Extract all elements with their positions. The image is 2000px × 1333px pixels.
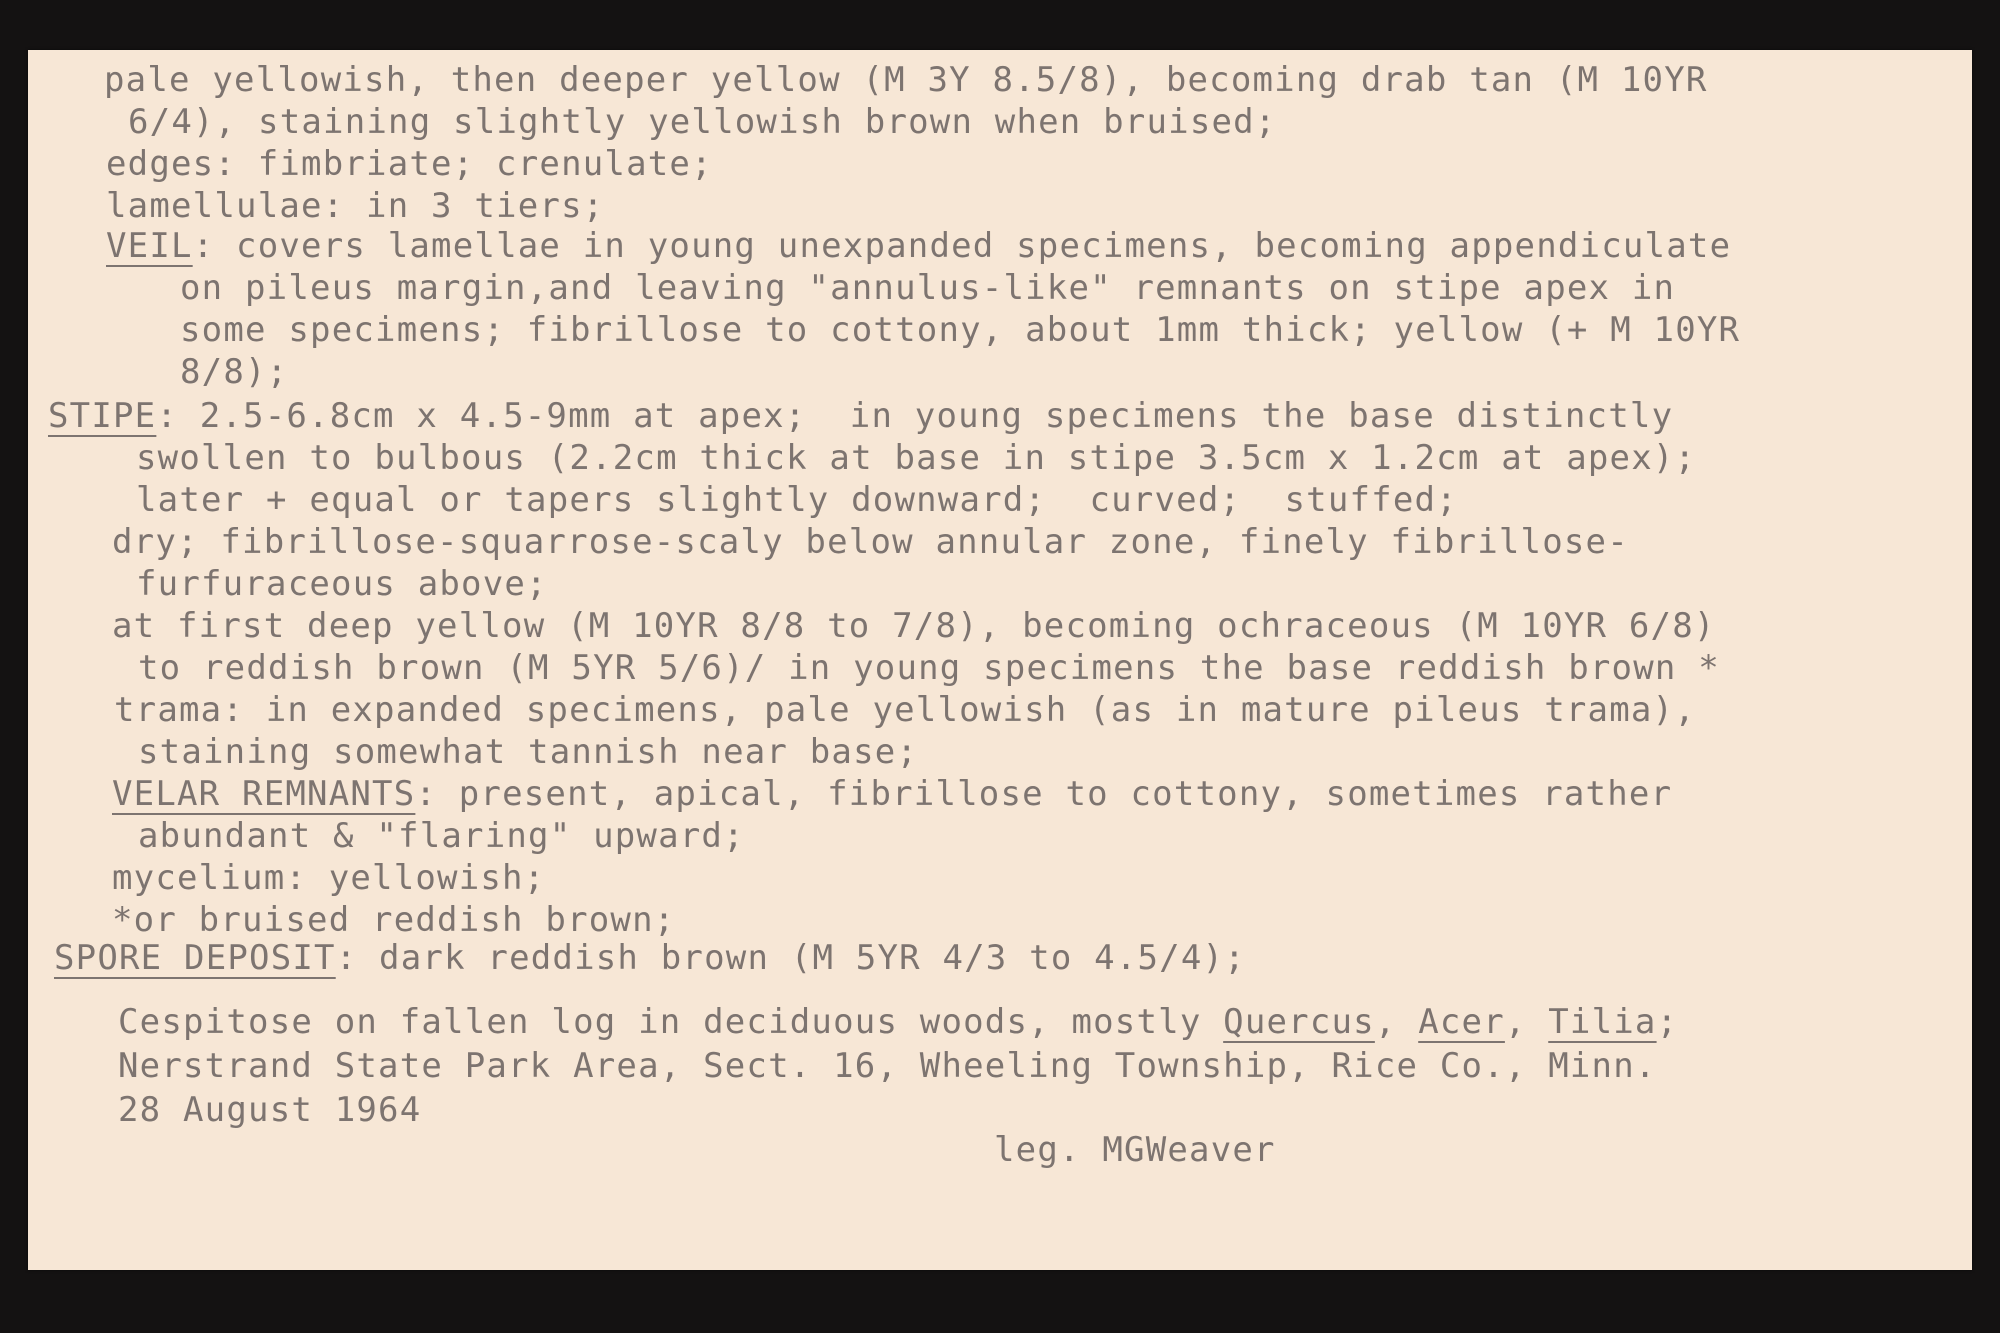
text-line: some specimens; fibrillose to cottony, about 1mm thick; yellow (+ M 10YR — [180, 310, 1741, 350]
locality-line: Nerstrand State Park Area, Sect. 16, Wheeling Township, Rice Co., Minn. — [118, 1046, 1657, 1086]
text-line: swollen to bulbous (2.2cm thick at base in stipe 3.5cm x 1.2cm at apex); — [136, 438, 1697, 478]
text-line: at first deep yellow (M 10YR 8/8 to 7/8), becoming ochraceous (M 10YR 6/8) — [112, 606, 1716, 646]
text-line: dry; fibrillose-squarrose-scaly below annular zone, finely fibrillose- — [112, 522, 1629, 562]
text-line: edges: fimbriate; crenulate; — [106, 144, 713, 184]
text-line: furfuraceous above; — [136, 564, 548, 604]
text-line: to reddish brown (M 5YR 5/6)/ in young specimens the base reddish brown * — [138, 648, 1720, 688]
separator: , — [1504, 1002, 1549, 1042]
text-line: *or bruised reddish brown; — [112, 900, 676, 940]
habitat-text: Cespitose on fallen log in deciduous woods, mostly — [118, 1002, 1224, 1042]
velar-remnants-text: : present, apical, fibrillose to cottony, sometimes rather — [415, 774, 1673, 814]
spore-deposit-line — [54, 938, 1246, 978]
habitat-line — [118, 1002, 1678, 1042]
text-line: on pileus margin,and leaving "annulus-like" remnants on stipe apex in — [180, 268, 1676, 308]
velar-remnants-heading: VELAR REMNANTS — [112, 774, 416, 814]
text-line: mycelium: yellowish; — [112, 858, 546, 898]
velar-remnants-line — [112, 774, 1672, 814]
stipe-heading: STIPE — [48, 396, 157, 436]
text-line: lamellulae: in 3 tiers; — [106, 186, 605, 226]
genus-acer: Acer — [1418, 1002, 1505, 1042]
separator: , — [1374, 1002, 1419, 1042]
text-line: pale yellowish, then deeper yellow (M 3Y 8.5/8), becoming drab tan (M 10YR — [104, 60, 1708, 100]
text-line: 6/4), staining slightly yellowish brown when bruised; — [128, 102, 1277, 142]
text-line: later + equal or tapers slightly downward; curved; stuffed; — [136, 480, 1458, 520]
veil-text: : covers lamellae in young unexpanded specimens, becoming appendiculate — [192, 226, 1732, 266]
text-line: trama: in expanded specimens, pale yellowish (as in mature pileus trama), — [114, 690, 1696, 730]
collector-name: leg. MGWeaver — [994, 1130, 1276, 1170]
text-line: abundant & "flaring" upward; — [138, 816, 745, 856]
stipe-text: : 2.5-6.8cm x 4.5-9mm at apex; in young specimens the base distinctly — [156, 396, 1674, 436]
text-line: 8/8); — [180, 352, 289, 392]
spore-deposit-text: : dark reddish brown (M 5YR 4/3 to 4.5/4); — [335, 938, 1246, 978]
stipe-line — [48, 396, 1673, 436]
veil-heading: VEIL — [106, 226, 193, 266]
spore-deposit-heading: SPORE DEPOSIT — [54, 938, 336, 978]
veil-line — [106, 226, 1731, 266]
separator: ; — [1656, 1002, 1679, 1042]
text-line: staining somewhat tannish near base; — [138, 732, 919, 772]
collection-date: 28 August 1964 — [118, 1090, 422, 1130]
genus-tilia: Tilia — [1548, 1002, 1657, 1042]
specimen-card — [28, 50, 1972, 1270]
genus-quercus: Quercus — [1223, 1002, 1375, 1042]
